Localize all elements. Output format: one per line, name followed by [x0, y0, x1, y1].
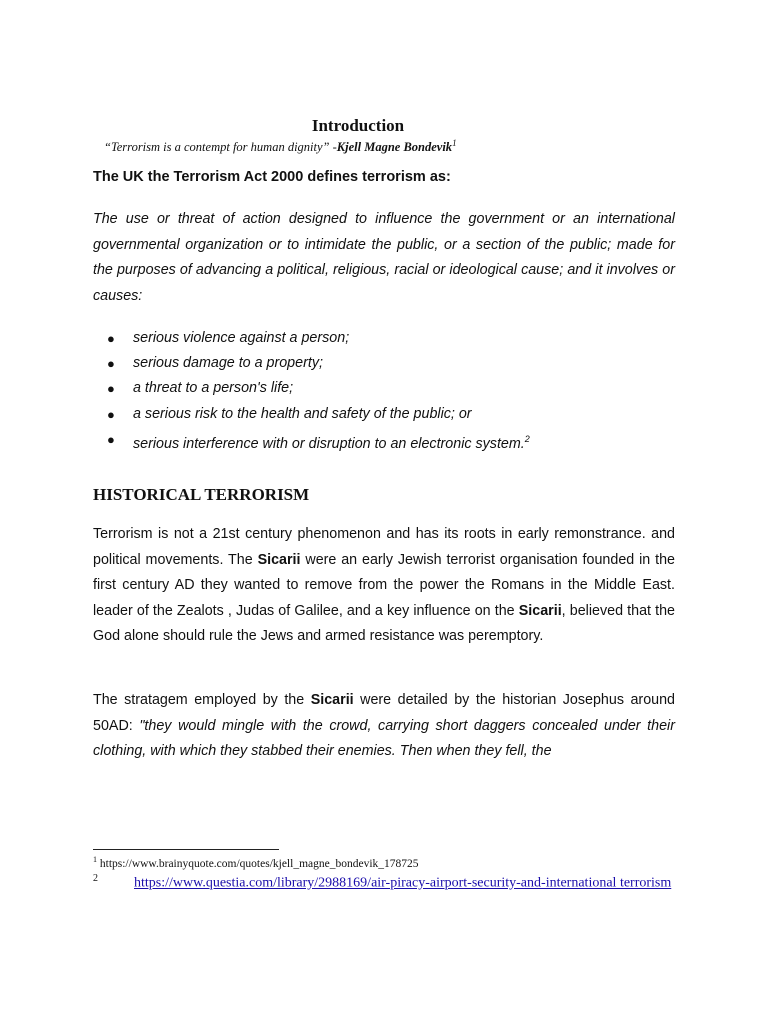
list-item: ● serious violence against a person;	[93, 326, 530, 351]
josephus-quote: "they would mingle with the crowd, carrying short daggers concealed under their clothing, with which they stabbed their enemies. Then when they fell, the	[93, 717, 675, 759]
term-sicarii: Sicarii	[310, 692, 354, 708]
bullet-icon: ●	[107, 356, 115, 372]
list-item: ● a serious risk to the health and safety of the public; or	[93, 402, 530, 427]
term-sicarii: Sicarii	[257, 551, 301, 568]
term-sicarii: Sicarii	[518, 602, 562, 619]
history-paragraph-1: Terrorism is not a 21st century phenomenon and has its roots in early remonstrance. and political movements. The Sicarii were an early Jewish terrorist organisation founded in the first century AD they wanted to remove from the power the Romans in the Middle East. leader of the Zealots , Judas of Galilee, and a key influence on the Sicarii, believed that the God alone should rule the Jews and armed resistance was peremptory.	[93, 526, 675, 644]
list-item: ● a threat to a person's life;	[93, 376, 530, 401]
list-item: ● serious interference with or disruption to an electronic system.$^2$	[93, 427, 530, 452]
footnote-1: $^1$ https://www.brainyquote.com/quotes/kjell_magne_bondevik_178725	[93, 855, 419, 870]
footnote-ref-2[interactable]: 2	[524, 433, 530, 444]
history-paragraph-2: The stratagem employed by the Sicarii were detailed by the historian Josephus around 50AD: "they would mingle with the crowd, carrying short daggers concealed under their clothing, with which they stabbed their enemies. Then when they fell, the	[93, 692, 676, 759]
bullet-icon: ●	[107, 406, 115, 422]
act-heading: The UK the Terrorism Act 2000 defines terrorism as:	[93, 169, 451, 185]
list-item: ● serious damage to a property;	[93, 351, 530, 376]
footnote-ref-1[interactable]: 1	[452, 138, 457, 148]
bullet-icon: ●	[107, 431, 115, 447]
bullet-icon: ●	[107, 381, 115, 397]
quote-text: “Terrorism is a contempt for human dignity” -	[104, 140, 337, 155]
footnote-divider	[93, 849, 279, 850]
footnote-2: $^2$ https://www.questia.com/library/2988169/air-piracy-airport-security-and-international terrorism	[93, 873, 672, 891]
definition-bullet-list	[93, 326, 530, 452]
epigraph-quote	[104, 138, 457, 155]
footnote-2-link[interactable]: https://www.questia.com/library/2988169/air-piracy-airport-security-and-international terrorism	[134, 875, 672, 891]
quote-author: Kjell Magne Bondevik	[336, 140, 453, 155]
definition-paragraph: The use or threat of action designed to influence the government or an international governmental organization or to intimidate the public, or a section of the public; made for the purposes of advancing a political, religious, racial or ideological cause; and it involves or causes:	[93, 211, 675, 304]
section-heading: HISTORICAL TERRORISM	[93, 485, 310, 504]
bullet-icon: ●	[107, 331, 115, 346]
page-title: Introduction	[311, 116, 405, 135]
